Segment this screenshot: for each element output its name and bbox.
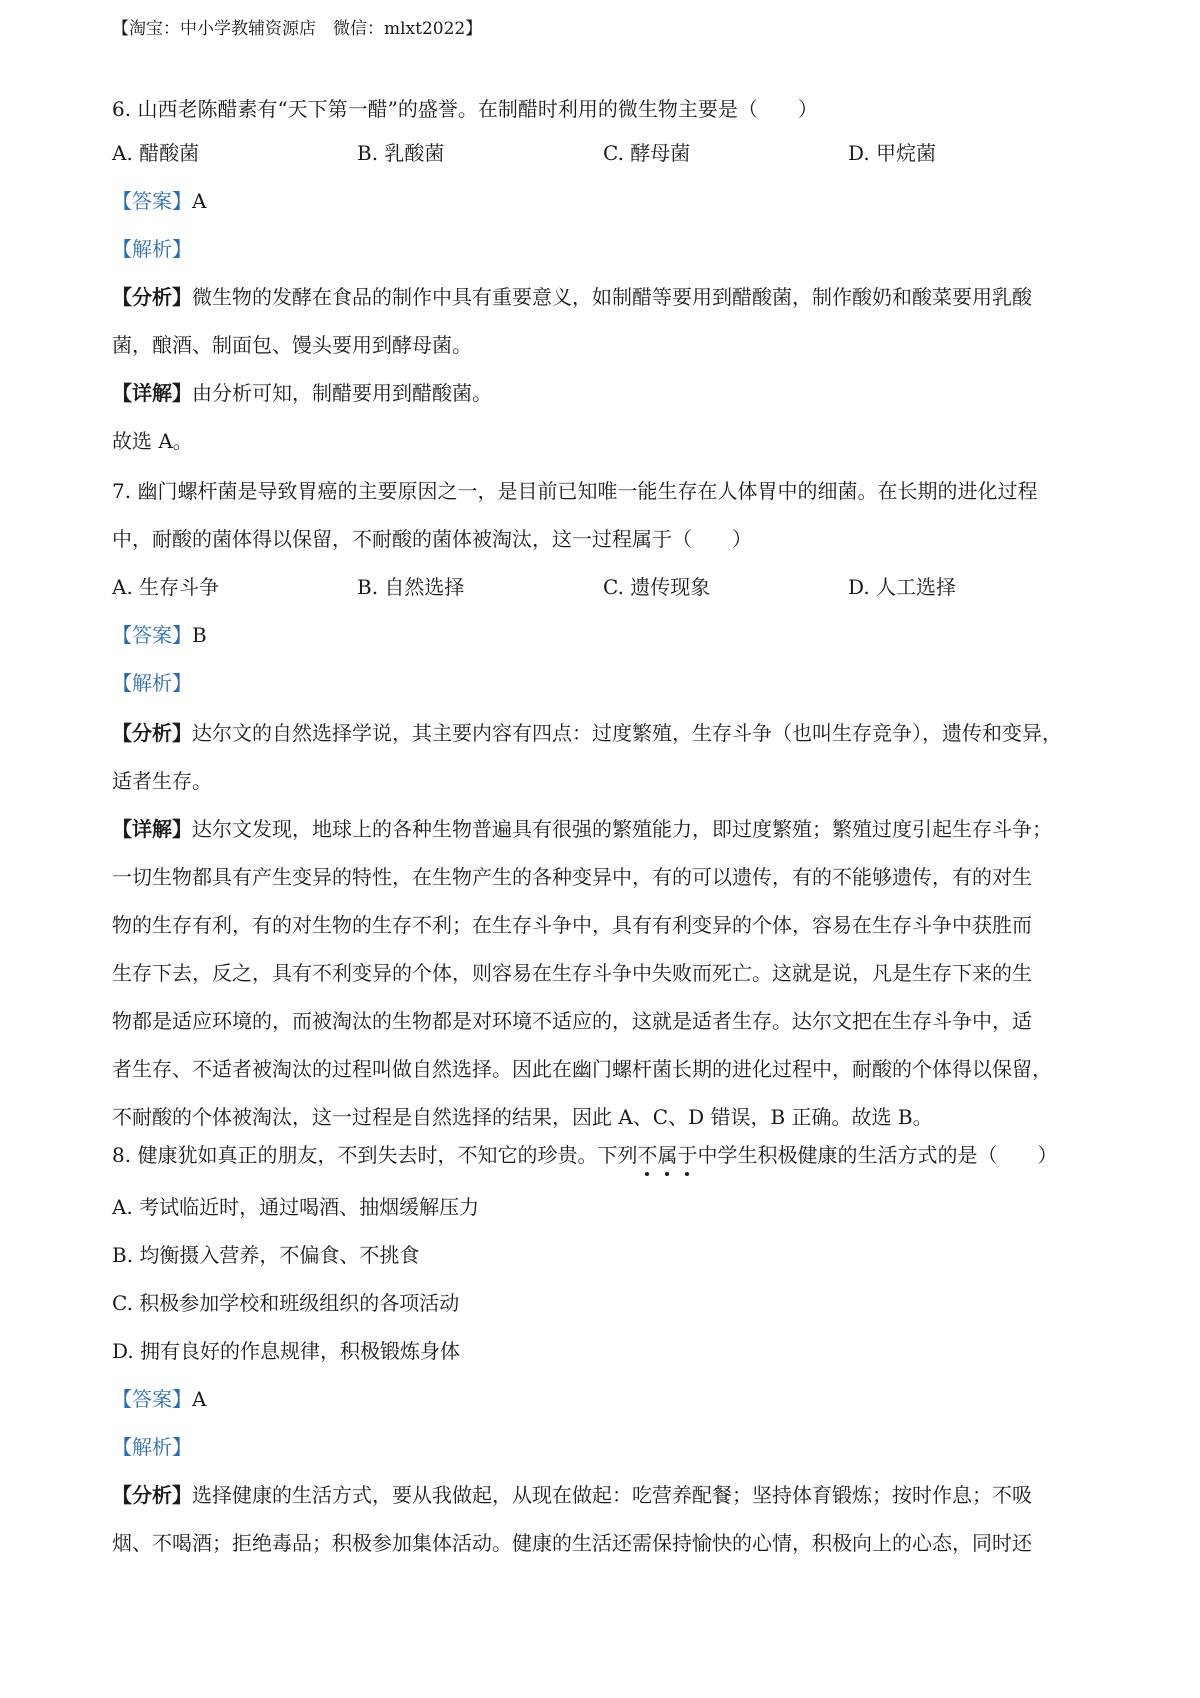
q8-option-a: A. 考试临近时，通过喝酒、抽烟缓解压力 xyxy=(112,1195,480,1219)
emphasis-char: 于 xyxy=(677,1140,697,1170)
q8-option-d: D. 拥有良好的作息规律，积极锻炼身体 xyxy=(112,1339,461,1363)
emphasis-char: 属 xyxy=(657,1140,677,1170)
q7-xiangjie-text-1: 达尔文发现，地球上的各种生物普遍具有很强的繁殖能力，即过度繁殖；繁殖过度引起生存斗争； xyxy=(192,817,1052,841)
q7-xiangjie-line-5: 物都是适应环境的，而被淘汰的生物都是对环境不适应的，这就是适者生存。达尔文把在生存斗争中，适 xyxy=(112,1009,1032,1033)
q6-fenxi-line-1 xyxy=(112,282,1102,312)
q6-option-d: D. 甲烷菌 xyxy=(848,141,937,165)
q7-stem-line-2: 中，耐酸的菌体得以保留，不耐酸的菌体被淘汰，这一过程属于（ ） xyxy=(112,527,752,551)
q7-fenxi-line-2: 适者生存。 xyxy=(112,769,212,793)
q6-option-c: C. 酵母菌 xyxy=(603,141,691,165)
q7-stem-line-1: 7. 幽门螺杆菌是导致胃癌的主要原因之一，是目前已知唯一能生存在人体胃中的细菌。在长期的进化过程 xyxy=(112,479,1038,503)
q6-fenxi-text-1: 微生物的发酵在食品的制作中具有重要意义，如制醋等要用到醋酸菌，制作酸奶和酸菜要用乳酸 xyxy=(192,285,1032,309)
q8-stem-post: 中学生积极健康的生活方式的是（ ） xyxy=(697,1143,1058,1167)
xiangjie-tag: 【详解】 xyxy=(112,381,192,405)
q7-option-b: B. 自然选择 xyxy=(357,575,465,599)
q6-answer-line xyxy=(112,186,1102,216)
q7-fenxi-line-1 xyxy=(112,718,1102,748)
q8-answer-line xyxy=(112,1384,1102,1414)
q7-answer-line xyxy=(112,620,1102,650)
q7-xiangjie-line-2: 一切生物都具有产生变异的特性，在生物产生的各种变异中，有的可以遗传，有的不能够遗传，有的对生 xyxy=(112,865,1032,889)
q8-analysis-tag: 【解析】 xyxy=(112,1435,192,1459)
q7-xiangjie-line-6: 者生存、不适者被淘汰的过程叫做自然选择。因此在幽门螺杆菌长期的进化过程中，耐酸的个体得以保留， xyxy=(112,1057,1052,1081)
q6-xiangjie-line xyxy=(112,378,1102,408)
emphasis-char: 不 xyxy=(637,1140,657,1170)
q7-xiangjie-line-7: 不耐酸的个体被淘汰，这一过程是自然选择的结果，因此 A、C、D 错误，B 正确。故选 B。 xyxy=(112,1105,933,1129)
q8-option-c: C. 积极参加学校和班级组织的各项活动 xyxy=(112,1291,460,1315)
q8-stem xyxy=(112,1140,1102,1170)
q6-analysis-tag: 【解析】 xyxy=(112,237,192,261)
answer-tag: 【答案】 xyxy=(112,1387,192,1411)
page-header: 【淘宝：中小学教辅资源店 微信：mlxt2022】 xyxy=(112,19,483,39)
q8-fenxi-line-1 xyxy=(112,1480,1102,1510)
q7-answer: B xyxy=(192,623,207,647)
q7-xiangjie-line-1 xyxy=(112,814,1102,844)
q6-option-b: B. 乳酸菌 xyxy=(357,141,445,165)
q7-analysis-tag: 【解析】 xyxy=(112,671,192,695)
fenxi-tag: 【分析】 xyxy=(112,721,192,745)
answer-tag: 【答案】 xyxy=(112,189,192,213)
q6-xiangjie-text: 由分析可知，制醋要用到醋酸菌。 xyxy=(192,381,492,405)
fenxi-tag: 【分析】 xyxy=(112,285,192,309)
q7-option-d: D. 人工选择 xyxy=(848,575,957,599)
q7-option-a: A. 生存斗争 xyxy=(112,575,220,599)
q6-conclusion: 故选 A。 xyxy=(112,429,193,453)
q7-xiangjie-line-3: 物的生存有利，有的对生物的生存不利；在生存斗争中，具有有利变异的个体，容易在生存斗争中获胜而 xyxy=(112,913,1032,937)
q6-option-a: A. 醋酸菌 xyxy=(112,141,200,165)
q8-option-b: B. 均衡摄入营养，不偏食、不挑食 xyxy=(112,1243,420,1267)
xiangjie-tag: 【详解】 xyxy=(112,817,192,841)
q7-xiangjie-line-4: 生存下去，反之，具有不利变异的个体，则容易在生存斗争中失败而死亡。这就是说，凡是生存下来的生 xyxy=(112,961,1032,985)
q8-stem-pre: 8. 健康犹如真正的朋友，不到失去时，不知它的珍贵。下列 xyxy=(112,1143,638,1167)
q7-fenxi-text-1: 达尔文的自然选择学说，其主要内容有四点：过度繁殖，生存斗争（也叫生存竞争），遗传和变异， xyxy=(192,721,1062,745)
q6-stem: 6. 山西老陈醋素有“天下第一醋”的盛誉。在制醋时利用的微生物主要是（ ） xyxy=(112,97,818,121)
q8-answer: A xyxy=(192,1387,207,1411)
q7-option-c: C. 遗传现象 xyxy=(603,575,711,599)
q6-fenxi-line-2: 菌，酿酒、制面包、馒头要用到酵母菌。 xyxy=(112,333,472,357)
q6-answer: A xyxy=(192,189,207,213)
q8-fenxi-text-1: 选择健康的生活方式，要从我做起，从现在做起：吃营养配餐；坚持体育锻炼；按时作息；不吸 xyxy=(192,1483,1032,1507)
answer-tag: 【答案】 xyxy=(112,623,192,647)
q8-fenxi-line-2: 烟、不喝酒；拒绝毒品；积极参加集体活动。健康的生活还需保持愉快的心情，积极向上的心态，同时还 xyxy=(112,1531,1032,1555)
fenxi-tag: 【分析】 xyxy=(112,1483,192,1507)
